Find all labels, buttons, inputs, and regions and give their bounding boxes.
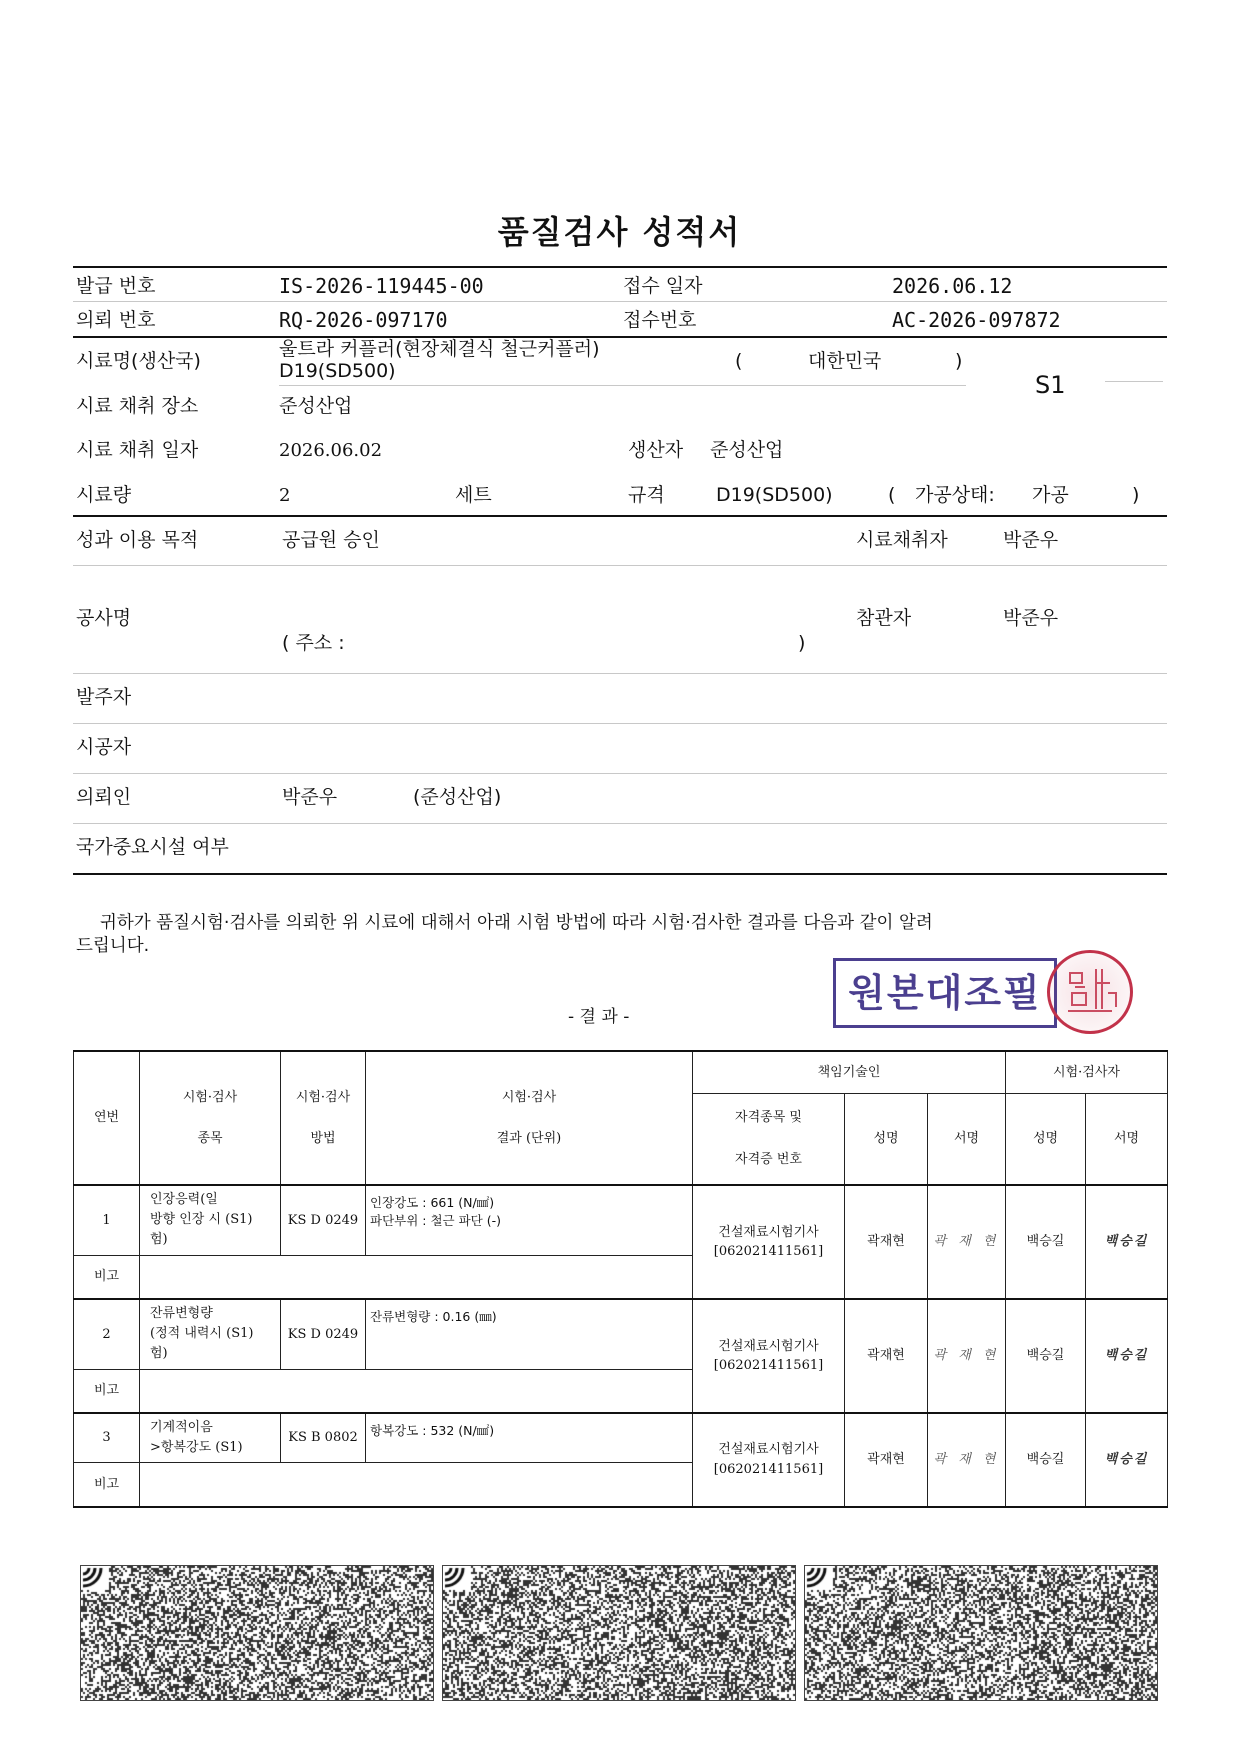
- rule: [73, 565, 1167, 566]
- row-engineer: 곽재현: [845, 1185, 928, 1299]
- receipt-date: 2026.06.12: [892, 274, 1013, 298]
- row-item: [140, 1185, 281, 1255]
- barcode-pattern: [805, 1566, 1157, 1700]
- row-tester: 백승길: [1006, 1185, 1086, 1299]
- row-result: [366, 1299, 693, 1369]
- header-qual-line2: 자격증 번호: [735, 1151, 802, 1167]
- request-no: RQ-2026-097170: [279, 308, 448, 332]
- row-item-b: (정적 내력시 (S1): [150, 1326, 254, 1342]
- row-remark: [140, 1463, 693, 1507]
- rule: [73, 873, 1167, 875]
- rule: [1105, 381, 1163, 382]
- process-label: 가공상태:: [915, 484, 995, 506]
- process-open: (: [888, 484, 896, 506]
- row-item-a: 기계적이음: [150, 1420, 213, 1435]
- header-method: [281, 1051, 366, 1185]
- rule: [73, 773, 1167, 774]
- row-remark: [140, 1255, 693, 1299]
- national-label: 국가중요시설 여부: [76, 836, 229, 858]
- barcode-pattern: [443, 1566, 795, 1700]
- official-seal: [1047, 950, 1133, 1034]
- row-tester-signature: 백승길: [1086, 1185, 1168, 1299]
- row-item-a: 잔류변형량: [150, 1306, 213, 1322]
- header-engineer-sign: 서명: [928, 1093, 1006, 1185]
- header-tester-sign: 서명: [1086, 1093, 1168, 1185]
- row-qual-no: [062021411561]: [713, 1358, 824, 1373]
- original-verified-stamp: 원본대조필: [833, 958, 1057, 1028]
- country-close: ): [955, 350, 963, 372]
- client-label: 의뢰인: [76, 786, 132, 808]
- sample-name-line1: 울트라 커플러(현장체결식 철근커플러): [279, 338, 600, 360]
- qty-unit: 세트: [455, 484, 492, 506]
- row-item: [140, 1299, 281, 1369]
- header-qual-line1: 자격종목 및: [735, 1110, 802, 1126]
- row-no: 2: [74, 1299, 140, 1369]
- row-qualification: [693, 1413, 845, 1507]
- row-qual: 건설재료시험기사: [718, 1224, 819, 1240]
- header-no: 연번: [74, 1051, 140, 1185]
- header-item-line2: 종목: [197, 1131, 223, 1146]
- row-tester-signature: 백승길: [1086, 1413, 1168, 1507]
- builder-label: 시공자: [76, 736, 132, 758]
- sample-date: 2026.06.02: [279, 440, 383, 461]
- row-tester: 백승길: [1006, 1413, 1086, 1507]
- header-tester: 시험·검사자: [1006, 1051, 1168, 1093]
- row-result-1: 항복강도 : 532 (N/㎟): [370, 1423, 495, 1438]
- row-engineer-signature: 곽 재 현: [928, 1185, 1006, 1299]
- issue-no-label: 발급 번호: [76, 275, 156, 297]
- process: 가공: [1032, 484, 1069, 506]
- header-result: [366, 1051, 693, 1185]
- verification-barcode: [80, 1565, 434, 1701]
- sample-name-line2: D19(SD500): [279, 360, 396, 382]
- client-company: (준성산업): [413, 786, 502, 808]
- row-remark: [140, 1369, 693, 1413]
- verification-barcode: [804, 1565, 1158, 1701]
- row-result: [366, 1185, 693, 1255]
- address-close: ): [798, 632, 806, 654]
- row-item-c: 험): [150, 1232, 168, 1248]
- row-tester-signature: 백승길: [1086, 1299, 1168, 1413]
- row-method: KS D 0249: [281, 1299, 366, 1369]
- row-qual: 건설재료시험기사: [718, 1338, 819, 1354]
- address-open: ( 주소 :: [282, 632, 345, 654]
- row-engineer: 곽재현: [845, 1299, 928, 1413]
- rule: [73, 301, 1167, 302]
- results-title: - 결 과 -: [568, 1007, 630, 1027]
- country: 대한민국: [808, 350, 882, 372]
- row-method: KS B 0802: [281, 1413, 366, 1463]
- row-qual-no: [062021411561]: [713, 1461, 824, 1477]
- row-item-a: 인장응력(일: [150, 1192, 218, 1208]
- rule: [279, 385, 966, 386]
- rule: [73, 723, 1167, 724]
- row-item-b: 방향 인장 시 (S1): [150, 1212, 253, 1228]
- project-label: 공사명: [76, 607, 132, 629]
- row-no: 3: [74, 1413, 140, 1463]
- row-remark-label: 비고: [74, 1463, 140, 1507]
- row-result-1: 잔류변형량 : 0.16 (㎜): [370, 1309, 497, 1324]
- rule: [73, 336, 1167, 338]
- purpose-label: 성과 이용 목적: [76, 529, 199, 551]
- sample-date-label: 시료 채취 일자: [76, 439, 199, 461]
- row-qualification: [693, 1185, 845, 1299]
- receipt-no-label: 접수번호: [623, 309, 697, 331]
- header-item-line1: 시험·검사: [182, 1089, 238, 1105]
- row-qual-no: [062021411561]: [713, 1244, 824, 1259]
- row-item-b: >항복강도 (S1): [150, 1440, 243, 1456]
- header-tester-name: 성명: [1006, 1093, 1086, 1185]
- row-remark-label: 비고: [74, 1369, 140, 1413]
- spec-label: 규격: [628, 484, 665, 506]
- row-result-1: 인장강도 : 661 (N/㎟): [370, 1195, 495, 1210]
- row-engineer: 곽재현: [845, 1413, 928, 1507]
- results-table: [73, 1050, 1168, 1508]
- row-engineer-signature: 곽 재 현: [928, 1299, 1006, 1413]
- row-method: KS D 0249: [281, 1185, 366, 1255]
- verification-barcode: [442, 1565, 796, 1701]
- header-result-line2: 결과 (단위): [496, 1131, 562, 1146]
- row-qual: 건설재료시험기사: [718, 1442, 819, 1458]
- client-name: 박준우: [282, 786, 338, 808]
- header-item: [140, 1051, 281, 1185]
- row-no: 1: [74, 1185, 140, 1255]
- header-qualification: [693, 1093, 845, 1185]
- header-engineer: 책임기술인: [693, 1051, 1006, 1093]
- qty-label: 시료량: [76, 484, 132, 506]
- producer-label: 생산자: [628, 439, 684, 461]
- spec: D19(SD500): [716, 484, 833, 506]
- rule-top: [73, 266, 1167, 268]
- header-method-line2: 방법: [310, 1131, 336, 1146]
- header-engineer-name: 성명: [845, 1093, 928, 1185]
- row-result: [366, 1413, 693, 1463]
- sampler-label: 시료채취자: [856, 529, 948, 551]
- sample-code: S1: [1035, 371, 1066, 399]
- purpose-value: 공급원 승인: [282, 529, 380, 551]
- row-qualification: [693, 1299, 845, 1413]
- barcode-pattern: [81, 1566, 433, 1700]
- sample-place: 준성산업: [279, 395, 353, 417]
- receipt-date-label: 접수 일자: [623, 275, 703, 297]
- row-engineer-signature: 곽 재 현: [928, 1413, 1006, 1507]
- sample-place-label: 시료 채취 장소: [76, 395, 199, 417]
- attendee: 박준우: [1003, 607, 1059, 629]
- country-open: (: [735, 350, 743, 372]
- header-result-line1: 시험·검사: [501, 1089, 557, 1105]
- header-method-line1: 시험·검사: [295, 1089, 351, 1105]
- attendee-label: 참관자: [856, 607, 912, 629]
- rule: [73, 673, 1167, 674]
- rule: [73, 823, 1167, 824]
- row-item-c: 험): [150, 1346, 168, 1362]
- rule: [73, 515, 1167, 517]
- issue-no: IS-2026-119445-00: [279, 274, 484, 298]
- notice-line1: 귀하가 품질시험·검사를 의뢰한 위 시료에 대해서 아래 시험 방법에 따라 시험·검사한 결과를 다음과 같이 알려: [100, 913, 933, 933]
- row-result-2: 파단부위 : 철근 파단 (-): [370, 1213, 501, 1229]
- row-remark-label: 비고: [74, 1255, 140, 1299]
- document-title: 품질검사 성적서: [497, 213, 742, 251]
- row-tester: 백승길: [1006, 1299, 1086, 1413]
- process-close: ): [1132, 484, 1140, 506]
- request-no-label: 의뢰 번호: [76, 309, 156, 331]
- producer: 준성산업: [710, 439, 784, 461]
- notice-line2: 드립니다.: [76, 936, 150, 956]
- receipt-no: AC-2026-097872: [892, 308, 1061, 332]
- row-item: [140, 1413, 281, 1463]
- qty: 2: [279, 485, 291, 506]
- orderer-label: 발주자: [76, 686, 132, 708]
- sample-name-label: 시료명(생산국): [76, 350, 201, 372]
- sampler: 박준우: [1003, 529, 1059, 551]
